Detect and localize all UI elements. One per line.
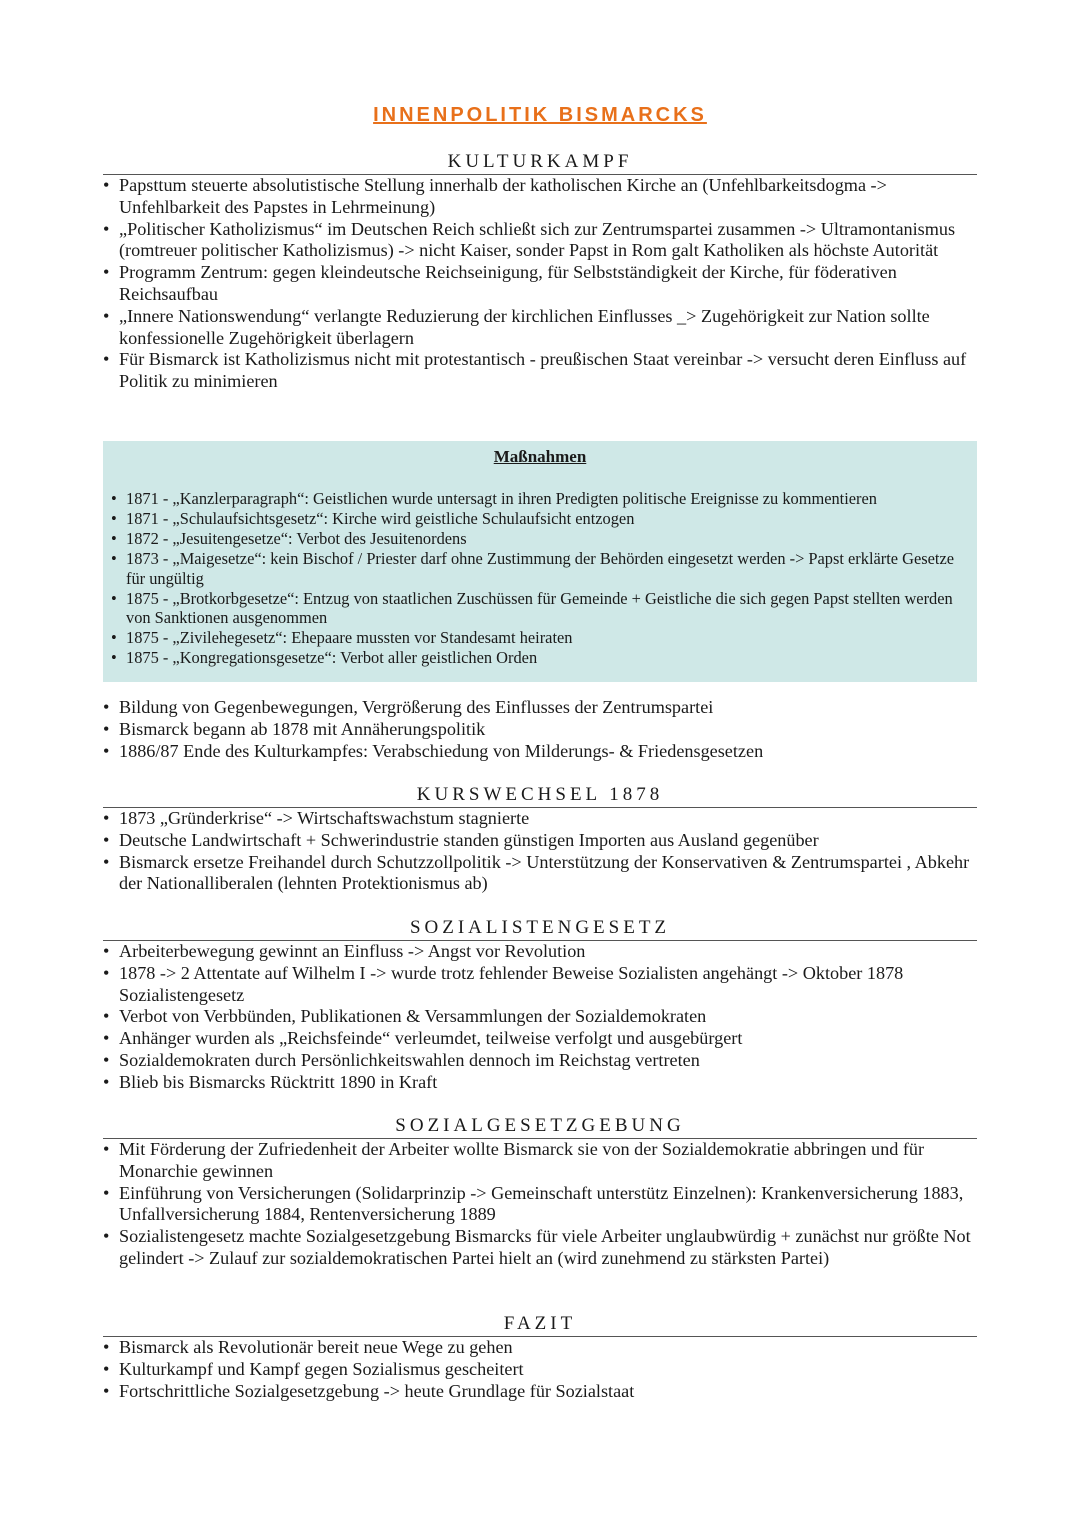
massnahmen-list [111,489,971,668]
list-item: • Verbot von Verbbünden, Publikationen & Versammlungen der Sozialdemokraten [103,1006,977,1028]
section-heading: KULTURKAMPF [103,151,977,175]
bullet-list [103,941,977,1094]
list-item: • Für Bismarck ist Katholizismus nicht mit protestantisch - preußischen Staat vereinbar -> versucht deren Einfluss auf Politik zu minimieren [103,349,977,393]
bullet-list [103,175,977,393]
list-item: • Anhänger wurden als „Reichsfeinde“ verleumdet, teilweise verfolgt und ausgebürgert [103,1028,977,1050]
list-item: • „Politischer Katholizismus“ im Deutschen Reich schließt sich zur Zentrumspartei zusammen -> Ultramontanismus (romtreuer politischer Katholizismus) -> nicht Kaiser, sonder Papst in Rom galt Katholiken als höchste Autorität [103,219,977,263]
section-kulturkampf-after [103,697,977,762]
list-item: • Blieb bis Bismarcks Rücktritt 1890 in Kraft [103,1072,977,1094]
section-heading: FAZIT [103,1313,977,1337]
massnahmen-heading: Maßnahmen [493,447,587,466]
list-item: • Fortschrittliche Sozialgesetzgebung -> heute Grundlage für Sozialstaat [103,1381,977,1403]
list-item: • Einführung von Versicherungen (Solidarprinzip -> Gemeinschaft unterstütz Einzelnen): Krankenversicherung 1883, Unfallversicherung 1884, Rentenversicherung 1889 [103,1183,977,1227]
list-item: • Kulturkampf und Kampf gegen Sozialismus gescheitert [103,1359,977,1381]
list-item: • Deutsche Landwirtschaft + Schwerindustrie standen günstigen Importen aus Ausland gegenüber [103,830,977,852]
list-item: • „Innere Nationswendung“ verlangte Reduzierung der kirchlichen Einflusses _> Zugehörigkeit zur Nation sollte konfessionelle Zugehörigkeit überlagern [103,306,977,350]
list-item: • 1875 - „Kongregationsgesetze“: Verbot aller geistlichen Orden [111,648,971,668]
bullet-list [103,697,977,762]
bullet-list [103,1337,977,1402]
section-kulturkampf [103,151,977,393]
list-item: • 1875 - „Brotkorbgesetze“: Entzug von staatlichen Zuschüssen für Gemeinde + Geistliche die sich gegen Papst stellten werden von Sanktionen ausgenommen [111,589,971,629]
bullet-list [103,1139,977,1270]
list-item: • Mit Förderung der Zufriedenheit der Arbeiter wollte Bismarck sie von der Sozialdemokratie abbringen und für Monarchie gewinnen [103,1139,977,1183]
bullet-list [103,808,977,895]
section-kurswechsel [103,784,977,895]
list-item: • 1886/87 Ende des Kulturkampfes: Verabschiedung von Milderungs- & Friedensgesetzen [103,741,977,763]
page-title: INNENPOLITIK BISMARCKS [373,104,707,126]
list-item: • Bildung von Gegenbewegungen, Vergrößerung des Einflusses der Zentrumspartei [103,697,977,719]
list-item: • Sozialistengesetz machte Sozialgesetzgebung Bismarcks für viele Arbeiter unglaubwürdig + zunächst nur größte Not gelindert -> Zulauf zur sozialdemokratischen Partei hielt an (wird zunehmend zu stärksten Partei) [103,1226,977,1270]
list-item: • 1871 - „Kanzlerparagraph“: Geistlichen wurde untersagt in ihren Predigten politische Ereignisse zu kommentieren [111,489,971,509]
list-item: • 1871 - „Schulaufsichtsgesetz“: Kirche wird geistliche Schulaufsicht entzogen [111,509,971,529]
list-item: • 1875 - „Zivilehegesetz“: Ehepaare mussten vor Standesamt heiraten [111,628,971,648]
list-item: • Sozialdemokraten durch Persönlichkeitswahlen dennoch im Reichstag vertreten [103,1050,977,1072]
list-item: • Arbeiterbewegung gewinnt an Einfluss -> Angst vor Revolution [103,941,977,963]
section-fazit [103,1313,977,1402]
list-item: • Bismarck begann ab 1878 mit Annäherungspolitik [103,719,977,741]
list-item: • 1873 - „Maigesetze“: kein Bischof / Priester darf ohne Zustimmung der Behörden eingesetzt werden -> Papst erklärte Gesetze für ungültig [111,549,971,589]
section-heading: SOZIALGESETZGEBUNG [103,1115,977,1139]
list-item: • 1878 -> 2 Attentate auf Wilhelm I -> wurde trotz fehlender Beweise Sozialisten angehängt -> Oktober 1878 Sozialistengesetz [103,963,977,1007]
section-sozialgesetzgebung [103,1115,977,1270]
list-item: • Bismarck ersetze Freihandel durch Schutzzollpolitik -> Unterstützung der Konservativen & Zentrumspartei , Abkehr der Nationalliberalen (lehnten Protektionismus ab) [103,852,977,896]
list-item: • Programm Zentrum: gegen kleindeutsche Reichseinigung, für Selbstständigkeit der Kirche, für föderativen Reichsaufbau [103,262,977,306]
list-item: • Bismarck als Revolutionär bereit neue Wege zu gehen [103,1337,977,1359]
section-sozialistengesetz [103,917,977,1094]
section-heading: KURSWECHSEL 1878 [103,784,977,808]
massnahmen-box [103,441,977,682]
list-item: • Papsttum steuerte absolutistische Stellung innerhalb der katholischen Kirche an (Unfehlbarkeitsdogma -> Unfehlbarkeit des Papstes in Lehrmeinung) [103,175,977,219]
section-heading: SOZIALISTENGESETZ [103,917,977,941]
list-item: • 1873 „Gründerkrise“ -> Wirtschaftswachstum stagnierte [103,808,977,830]
list-item: • 1872 - „Jesuitengesetze“: Verbot des Jesuitenordens [111,529,971,549]
